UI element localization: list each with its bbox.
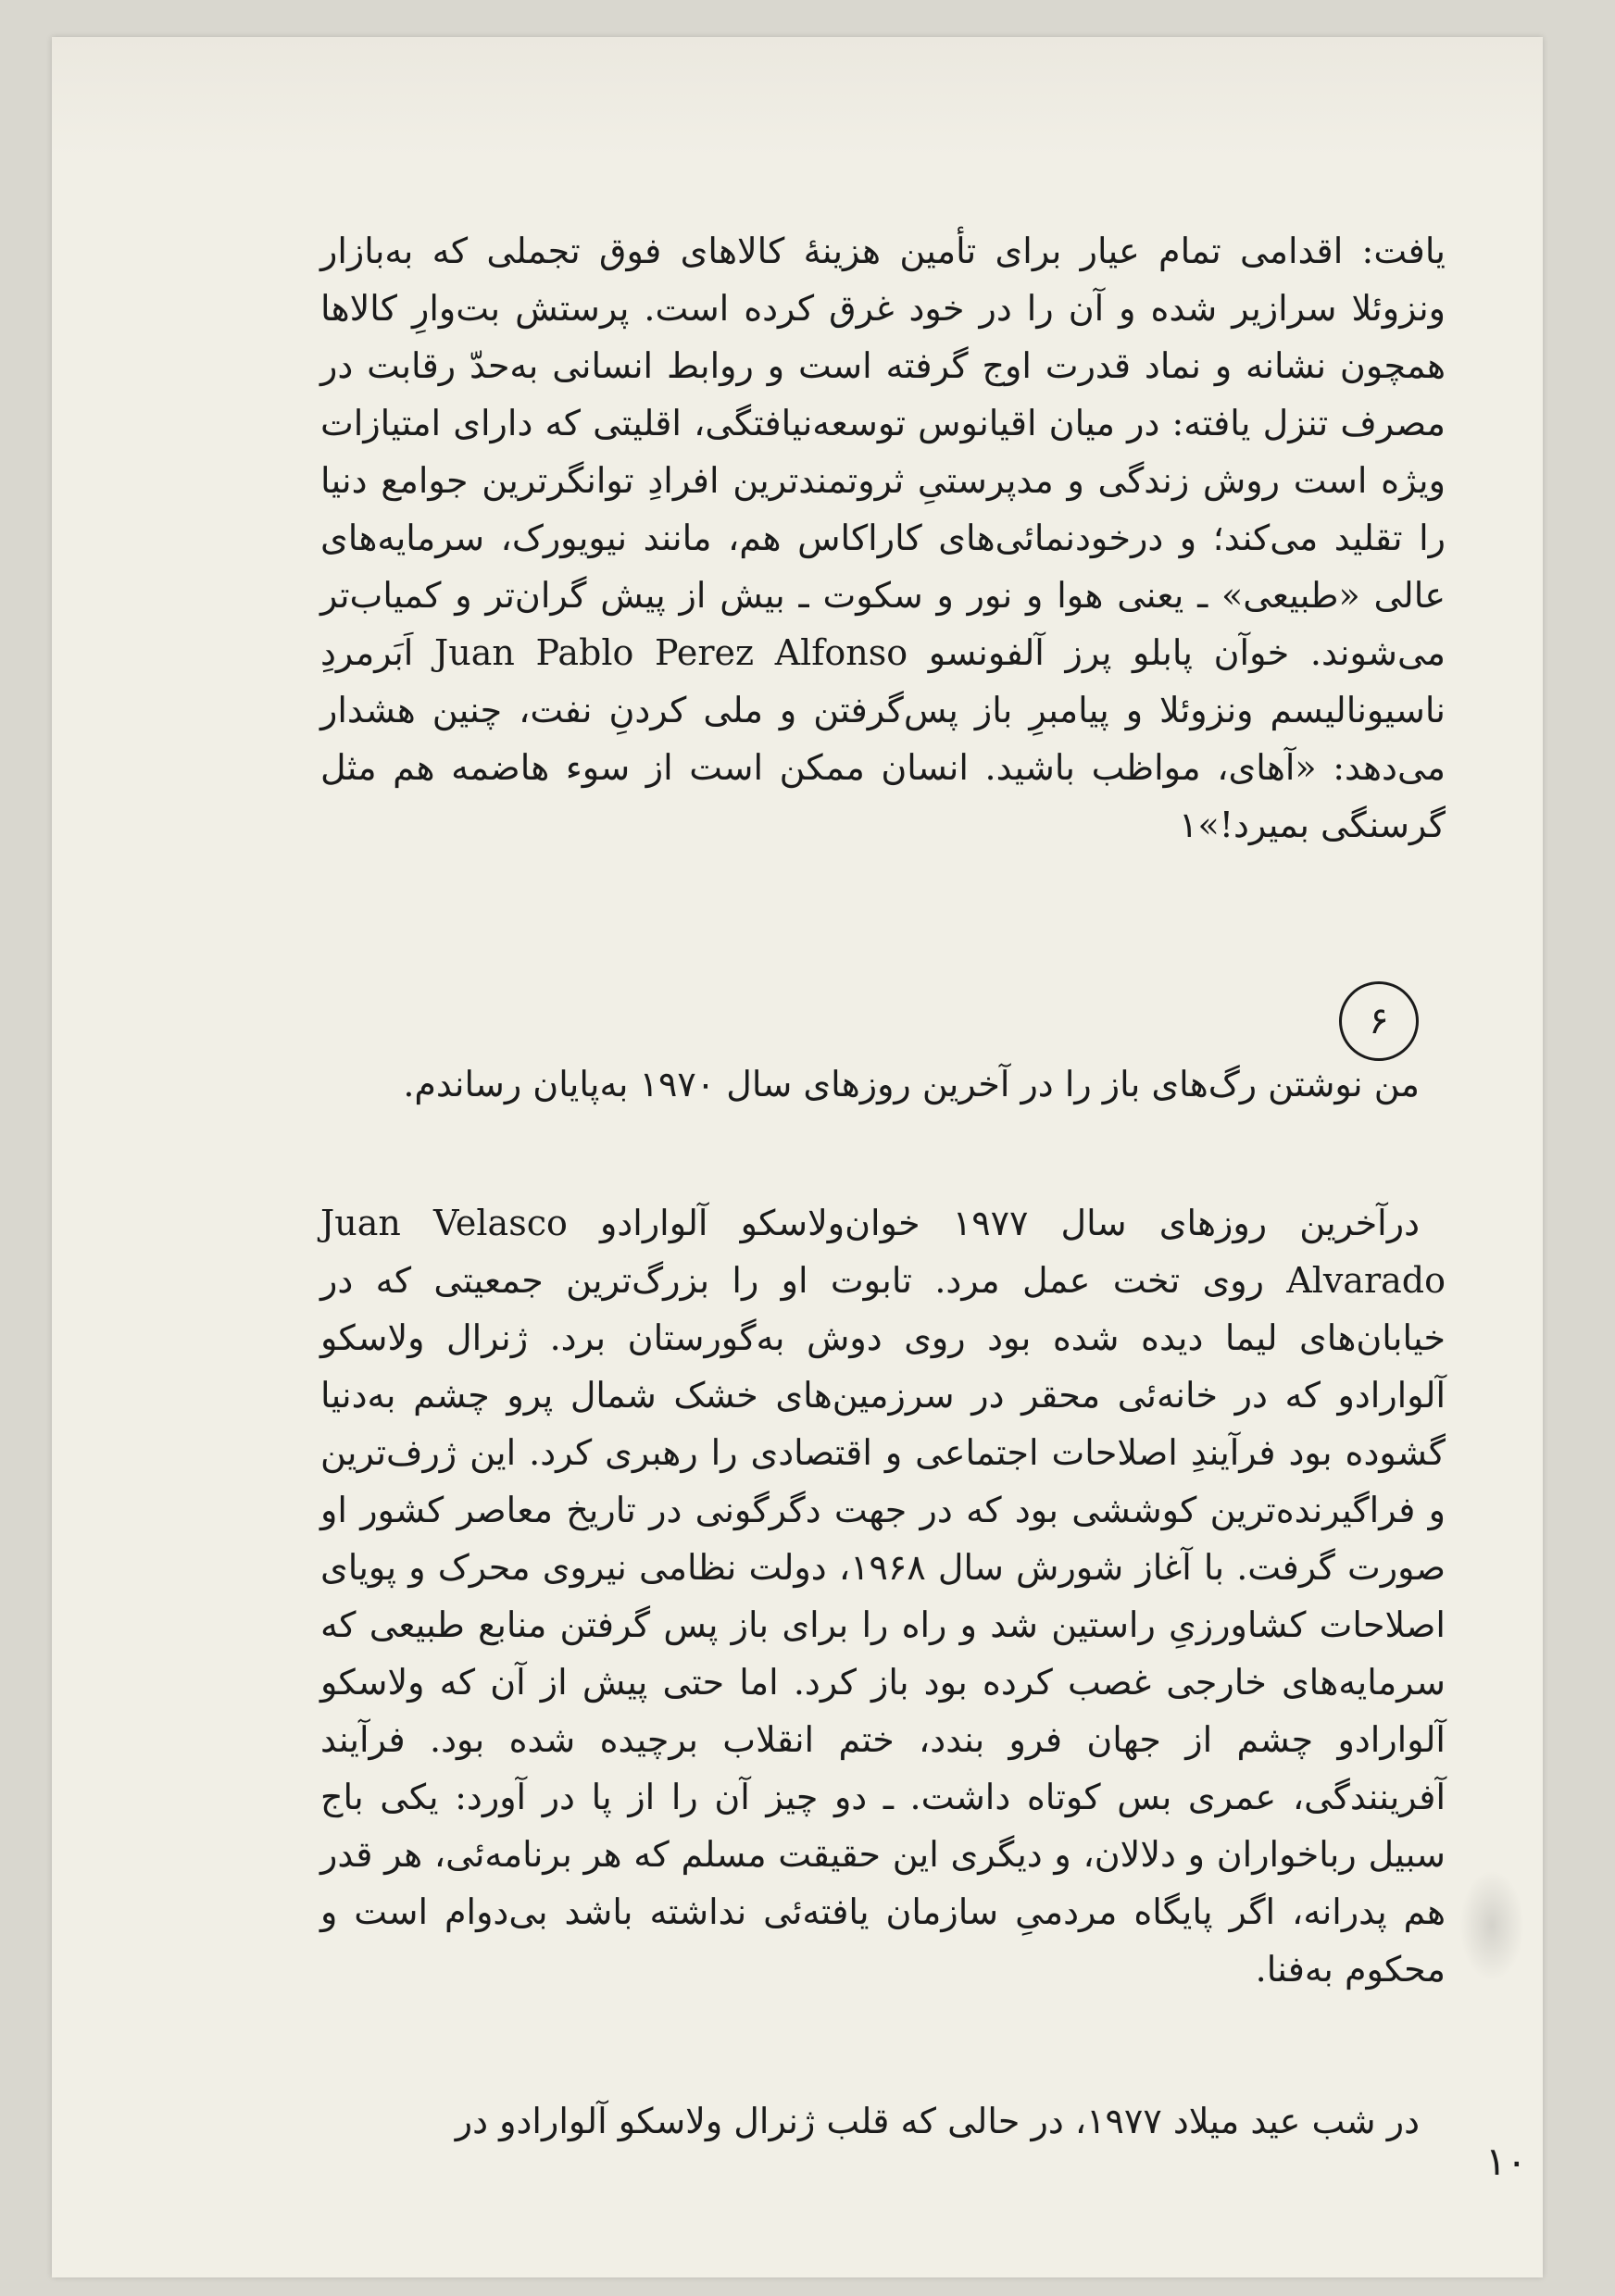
page-top-shadow [52,37,1543,157]
section-number: ۶ [1369,1000,1389,1042]
body-paragraph-3 [320,1194,1446,1998]
body-paragraph-1 [320,222,1446,854]
body-paragraph-4 [320,2092,1446,2150]
paragraph-text: من نوشتن رگ‌های باز را در آخرین روزهای سال ۱۹۷۰ به‌پایان رساندم. [403,1064,1420,1104]
ink-smudge-mark [1459,1870,1524,1981]
document-page [52,37,1543,2277]
page-number: ۱۰ [1485,2139,1528,2184]
body-paragraph-2 [320,1055,1446,1113]
paragraph-text: در شب عید میلاد ۱۹۷۷، در حالی که قلب ژنرال ولاسکو آلوارادو در [455,2101,1420,2141]
paragraph-text: یافت: اقدامی تمام عیار برای تأمین هزینهٔ کالاهای فوق تجملی که به‌بازار ونزوئلا سرازیر شده و آن را در خود غرق کرده است. پرستش بت‌وارِ کالاها همچون نشانه و نماد قدرت اوج گرفته است و روابط انسانی به‌حدّ رقابت در مصرف تنزل یافته: در میان اقیانوس توسعه‌نیافتگی، اقلیتی که دارای امتیازات ویژه است روش زندگی و مدپرستیِ ثروتمندترین افرادِ توانگرترین جوامع دنیا را تقلید می‌کند؛ و درخودنمائی‌های کاراکاس هم، مانند نیویورک، سرمایه‌های عالی «طبیعی» ـ یعنی هوا و نور و سکوت ـ بیش از پیش گران‌تر و کمیاب‌تر می‌شوند. خوآن پابلو پرز آلفونسو Juan Pablo Perez Alfonso اَبَرمردِ ناسیونالیسم ونزوئلا و پیامبرِ باز پس‌گرفتن و ملی کردنِ نفت، چنین هشدار می‌دهد: «آهای، مواظب باشید. انسان ممکن است از سوء هاضمه هم مثل گرسنگی بمیرد!»۱ [320,231,1446,845]
paragraph-text: درآخرین روزهای سال ۱۹۷۷ خوان‌ولاسکو آلوارادو Juan Velasco Alvarado روی تخت عمل مرد. تابوت او را بزرگ‌ترین جمعیتی که در خیابان‌های لیما دیده شده بود روی دوش به‌گورستان برد. ژنرال ولاسکو آلوارادو که در خانه‌ئی محقر در سرزمین‌های خشک شمال پرو چشم به‌دنیا گشوده بود فرآیندِ اصلاحات اجتماعی و اقتصادی را رهبری کرد. این ژرف‌ترین و فراگیرنده‌ترین کوششی بود که در جهت دگرگونی در تاریخ معاصر کشور او صورت گرفت. با آغاز شورش سال ۱۹۶۸، دولت نظامی نیروی محرک و پویای اصلاحات کشاورزیِ راستین شد و راه را برای باز پس گرفتن منابع طبیعی که سرمایه‌های خارجی غصب کرده بود باز کرد. اما حتی پیش از آن که ولاسکو آلوارادو چشم از جهان فرو بندد، ختم انقلاب برچیده شده بود. فرآیند آفرینندگی، عمری بس کوتاه داشت. ـ دو چیز آن را از پا در آورد: یکی باج سبیل رباخواران و دلالان، و دیگری این حقیقت مسلم که هر برنامه‌ئی، هر قدر هم پدرانه، اگر پایگاه مردمیِ سازمان یافته‌ئی نداشته باشد بی‌دوام است و محکوم به‌فنا. [320,1203,1446,1990]
section-number-circle [1339,981,1419,1061]
